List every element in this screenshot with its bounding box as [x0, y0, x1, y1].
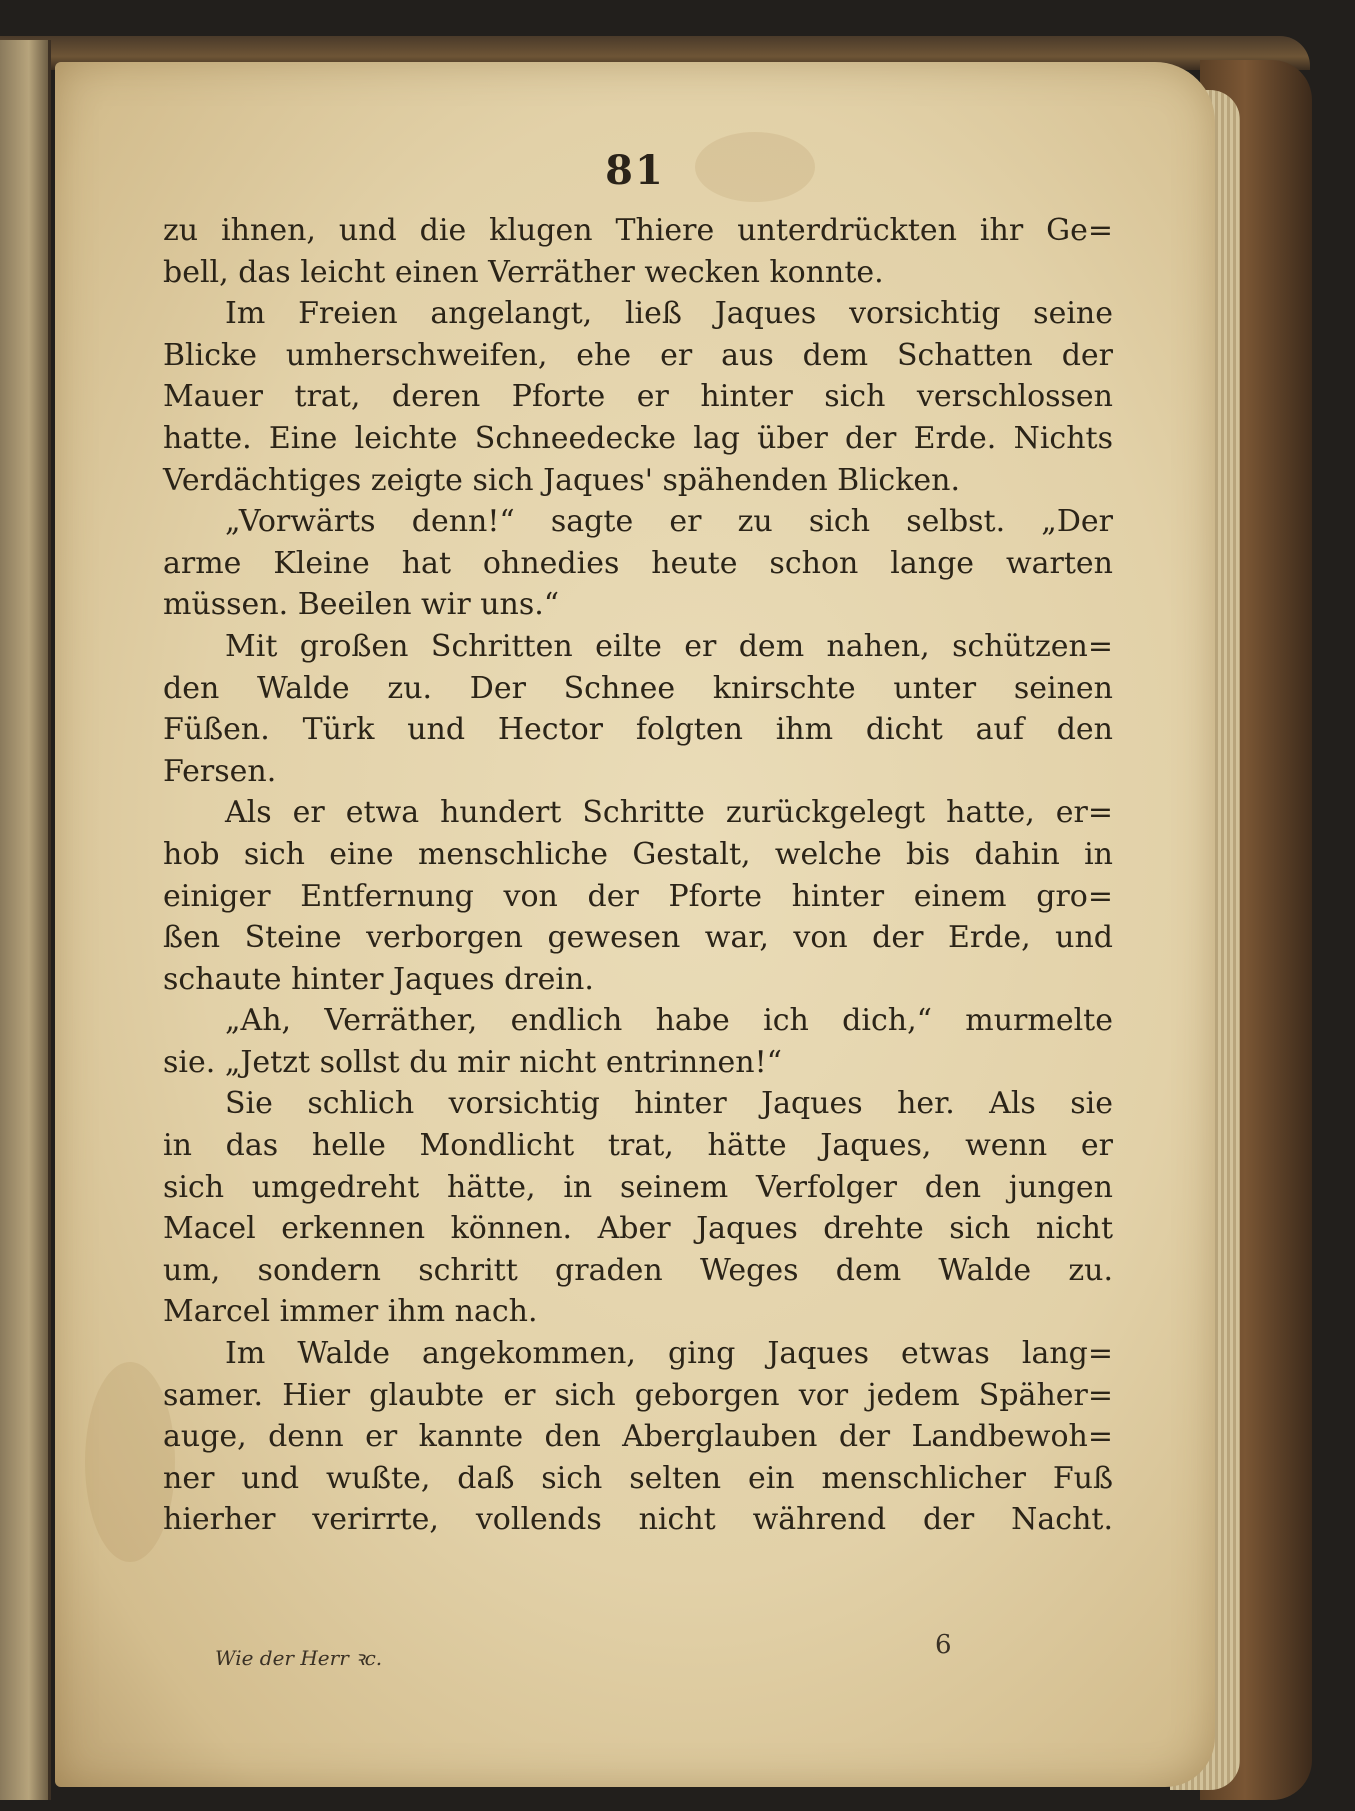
text-line: bell, das leicht einen Verräther wecken konnte. — [163, 254, 884, 290]
text-line: „Vorwärts denn!“ sagte er zu sich selbst. „Der — [225, 504, 1113, 540]
footer-sheet-number: 6 — [935, 1630, 952, 1660]
text-line: Mit großen Schritten eilte er dem nahen, schützen= — [225, 628, 1113, 664]
text-line: schaute hinter Jaques drein. — [163, 961, 594, 997]
left-page-edge — [0, 40, 51, 1800]
text-line: Sie schlich vorsichtig hinter Jaques her. Als sie — [225, 1086, 1113, 1122]
text-line: sie. „Jetzt sollst du mir nicht entrinnen!“ — [163, 1044, 783, 1080]
text-line: den Walde zu. Der Schnee knirschte unter seinen — [163, 670, 1113, 706]
text-line: arme Kleine hat ohnedies heute schon lange warten — [163, 545, 1113, 581]
text-line: Im Freien angelangt, ließ Jaques vorsichtig seine — [225, 296, 1113, 332]
text-line: einiger Entfernung von der Pforte hinter einem gro= — [163, 878, 1113, 914]
text-line: müssen. Beeilen wir uns.“ — [163, 587, 560, 623]
text-line: zu ihnen, und die klugen Thiere unterdrückten ihr Ge= — [163, 213, 1113, 248]
text-line: Blicke umherschweifen, ehe er aus dem Schatten der — [163, 337, 1113, 373]
text-line: ner und wußte, daß sich selten ein menschlicher Fuß — [163, 1460, 1113, 1496]
text-line: Verdächtiges zeigte sich Jaques' spähenden Blicken. — [163, 462, 961, 498]
text-line: Fersen. — [163, 753, 277, 789]
text-line: „Ah, Verräther, endlich habe ich dich,“ murmelte — [225, 1003, 1113, 1039]
text-line: sich umgedreht hätte, in seinem Verfolger den jungen — [163, 1169, 1113, 1205]
page-stain — [85, 1362, 175, 1562]
text-line: Füßen. Türk und Hector folgten ihm dicht auf den — [163, 712, 1113, 748]
text-line: Als er etwa hundert Schritte zurückgelegt hatte, er= — [225, 795, 1113, 831]
text-line: Marcel immer ihm nach. — [163, 1294, 538, 1330]
footer-signature-mark: Wie der Herr ꝛc. — [215, 1646, 383, 1670]
text-line: Macel erkennen können. Aber Jaques drehte sich nicht — [163, 1211, 1113, 1247]
text-line: Im Walde angekommen, ging Jaques etwas lang= — [225, 1336, 1113, 1372]
text-line: hierher verirrte, vollends nicht während der Nacht. — [163, 1502, 1113, 1538]
book-page — [55, 62, 1215, 1787]
text-line: auge, denn er kannte den Aberglauben der Landbewoh= — [163, 1419, 1113, 1455]
text-line: um, sondern schritt graden Weges dem Walde zu. — [163, 1252, 1113, 1288]
text-line: Mauer trat, deren Pforte er hinter sich verschlossen — [163, 379, 1113, 415]
text-line: ßen Steine verborgen gewesen war, von der Erde, und — [163, 920, 1113, 956]
text-line: samer. Hier glaubte er sich geborgen vor jedem Späher= — [163, 1377, 1113, 1413]
text-line: hatte. Eine leichte Schneedecke lag über der Erde. Nichts — [163, 420, 1113, 456]
page-body-text — [163, 210, 1113, 1541]
text-line: hob sich eine menschliche Gestalt, welche bis dahin in — [163, 836, 1113, 872]
page-number: 81 — [605, 147, 665, 194]
text-line: in das helle Mondlicht trat, hätte Jaques, wenn er — [163, 1128, 1113, 1164]
